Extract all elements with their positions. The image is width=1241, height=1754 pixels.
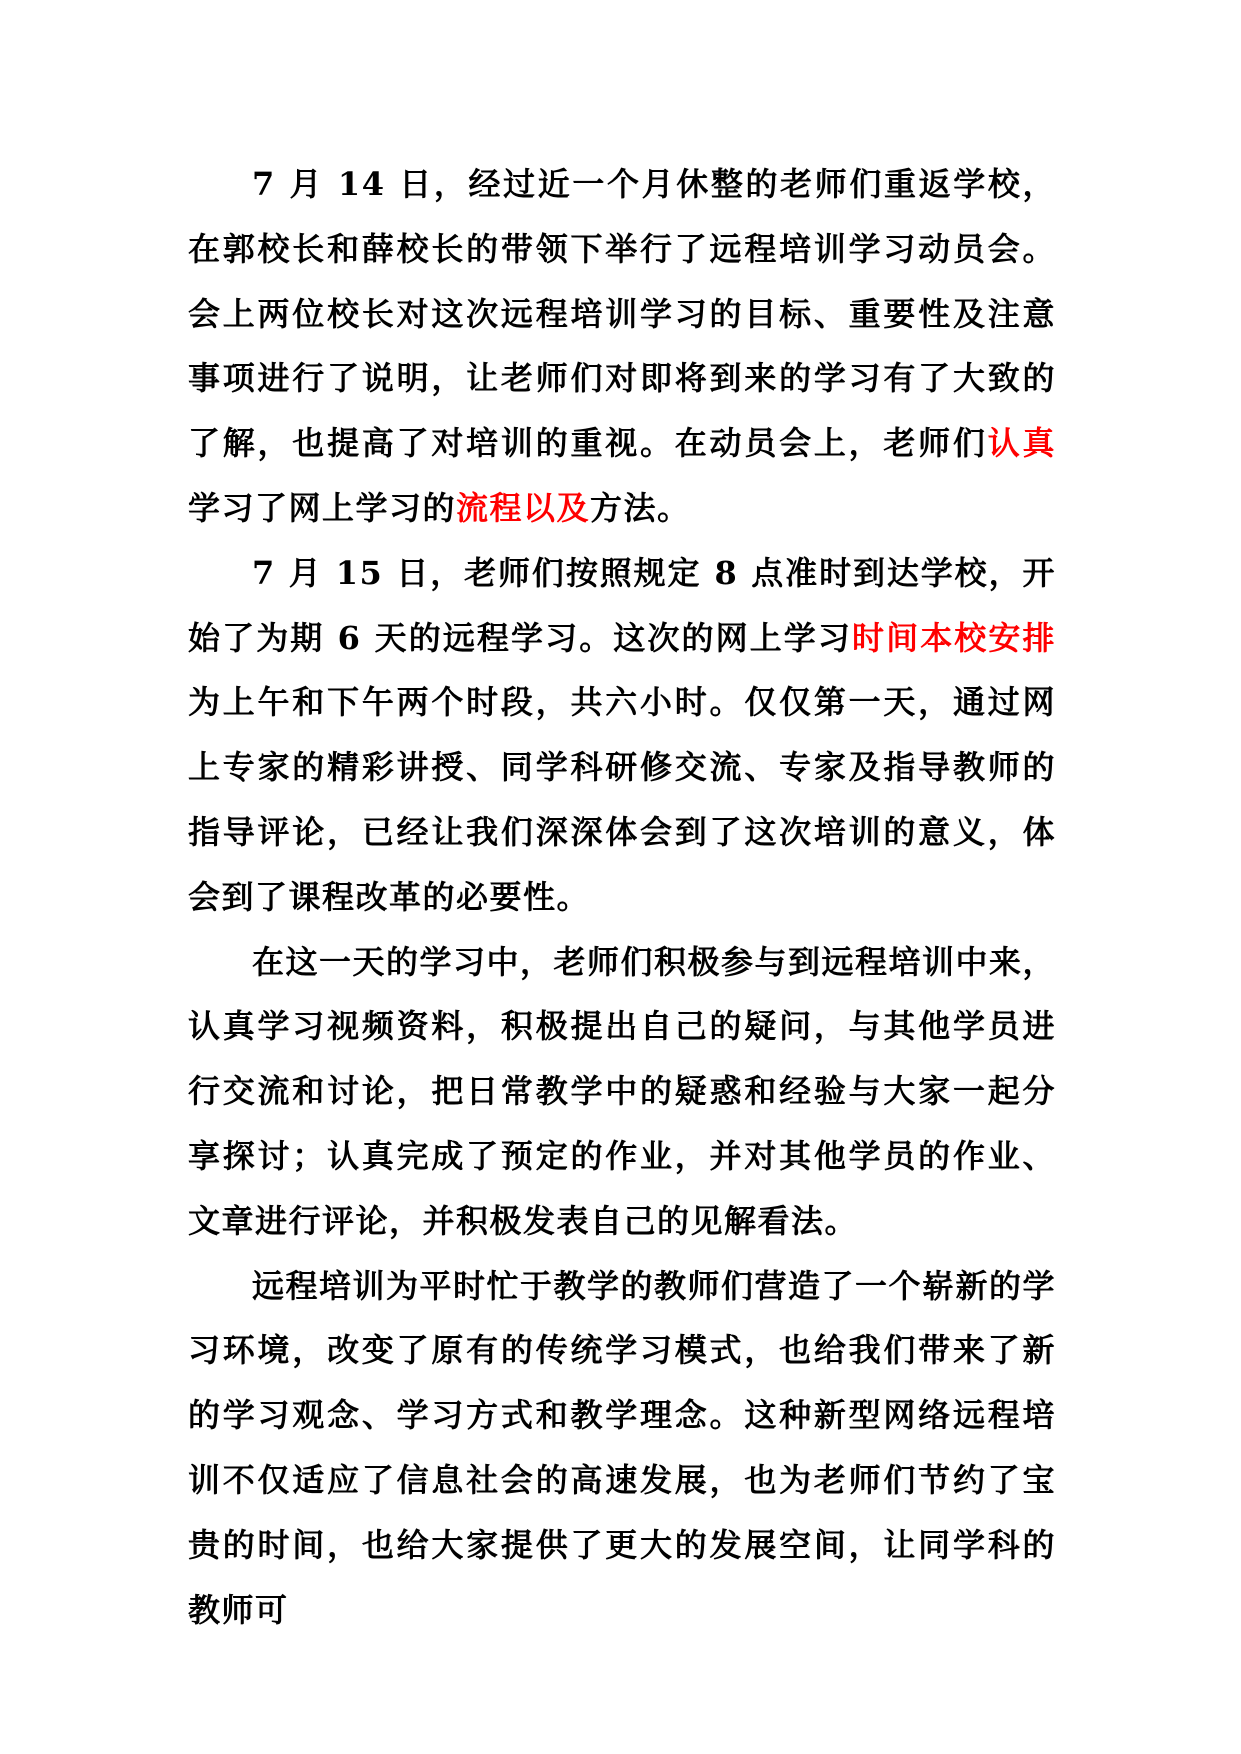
text-segment: 学习了网上学习的 <box>188 488 457 527</box>
paragraph-first-day <box>188 541 1056 930</box>
text-segment: 方法。 <box>590 488 691 527</box>
text-segment: 远程培训为平时忙于教学的教师们营造了一个崭新的学习环境，改变了原有的传统学习模式，也给我们带来了新的学习观念、学习方式和教学理念。这种新型网络远程培训不仅适应了信息社会的高速发展，也为老师们节约了宝贵的时间，也给大家提供了更大的发展空间，让同学科的教师可 <box>188 1266 1057 1629</box>
paragraph-participation <box>188 930 1056 1254</box>
paragraph-new-environment <box>188 1254 1056 1643</box>
highlighted-text: 时间本校安排 <box>852 618 1056 657</box>
document-body <box>188 152 1056 1642</box>
text-segment: 7 月 15 日，老师们按照规定 8 点准时到达学校，开始了为期 6 天的远程学习。这次的网上学习 <box>188 553 1056 657</box>
text-segment: 7 月 14 日，经过近一个月休整的老师们重返学校，在郭校长和薛校长的带领下举行了远程培训学习动员会。会上两位校长对这次远程培训学习的目标、重要性及注意事项进行了说明，让老师们对即将到来的学习有了大致的了解，也提高了对培训的重视。在动员会上，老师们 <box>188 165 1056 463</box>
highlighted-text: 认真 <box>987 424 1056 463</box>
text-segment: 在这一天的学习中，老师们积极参与到远程培训中来，认真学习视频资料，积极提出自己的疑问，与其他学员进行交流和讨论，把日常教学中的疑惑和经验与大家一起分享探讨；认真完成了预定的作业，并对其他学员的作业、文章进行评论，并积极发表自己的见解看法。 <box>188 942 1057 1240</box>
paragraph-mobilization-meeting <box>188 152 1056 541</box>
text-segment: 为上午和下午两个时段，共六小时。仅仅第一天，通过网上专家的精彩讲授、同学科研修交流、专家及指导教师的指导评论，已经让我们深深体会到了这次培训的意义，体会到了课程改革的必要性。 <box>188 683 1056 916</box>
highlighted-text: 流程以及 <box>456 488 591 527</box>
